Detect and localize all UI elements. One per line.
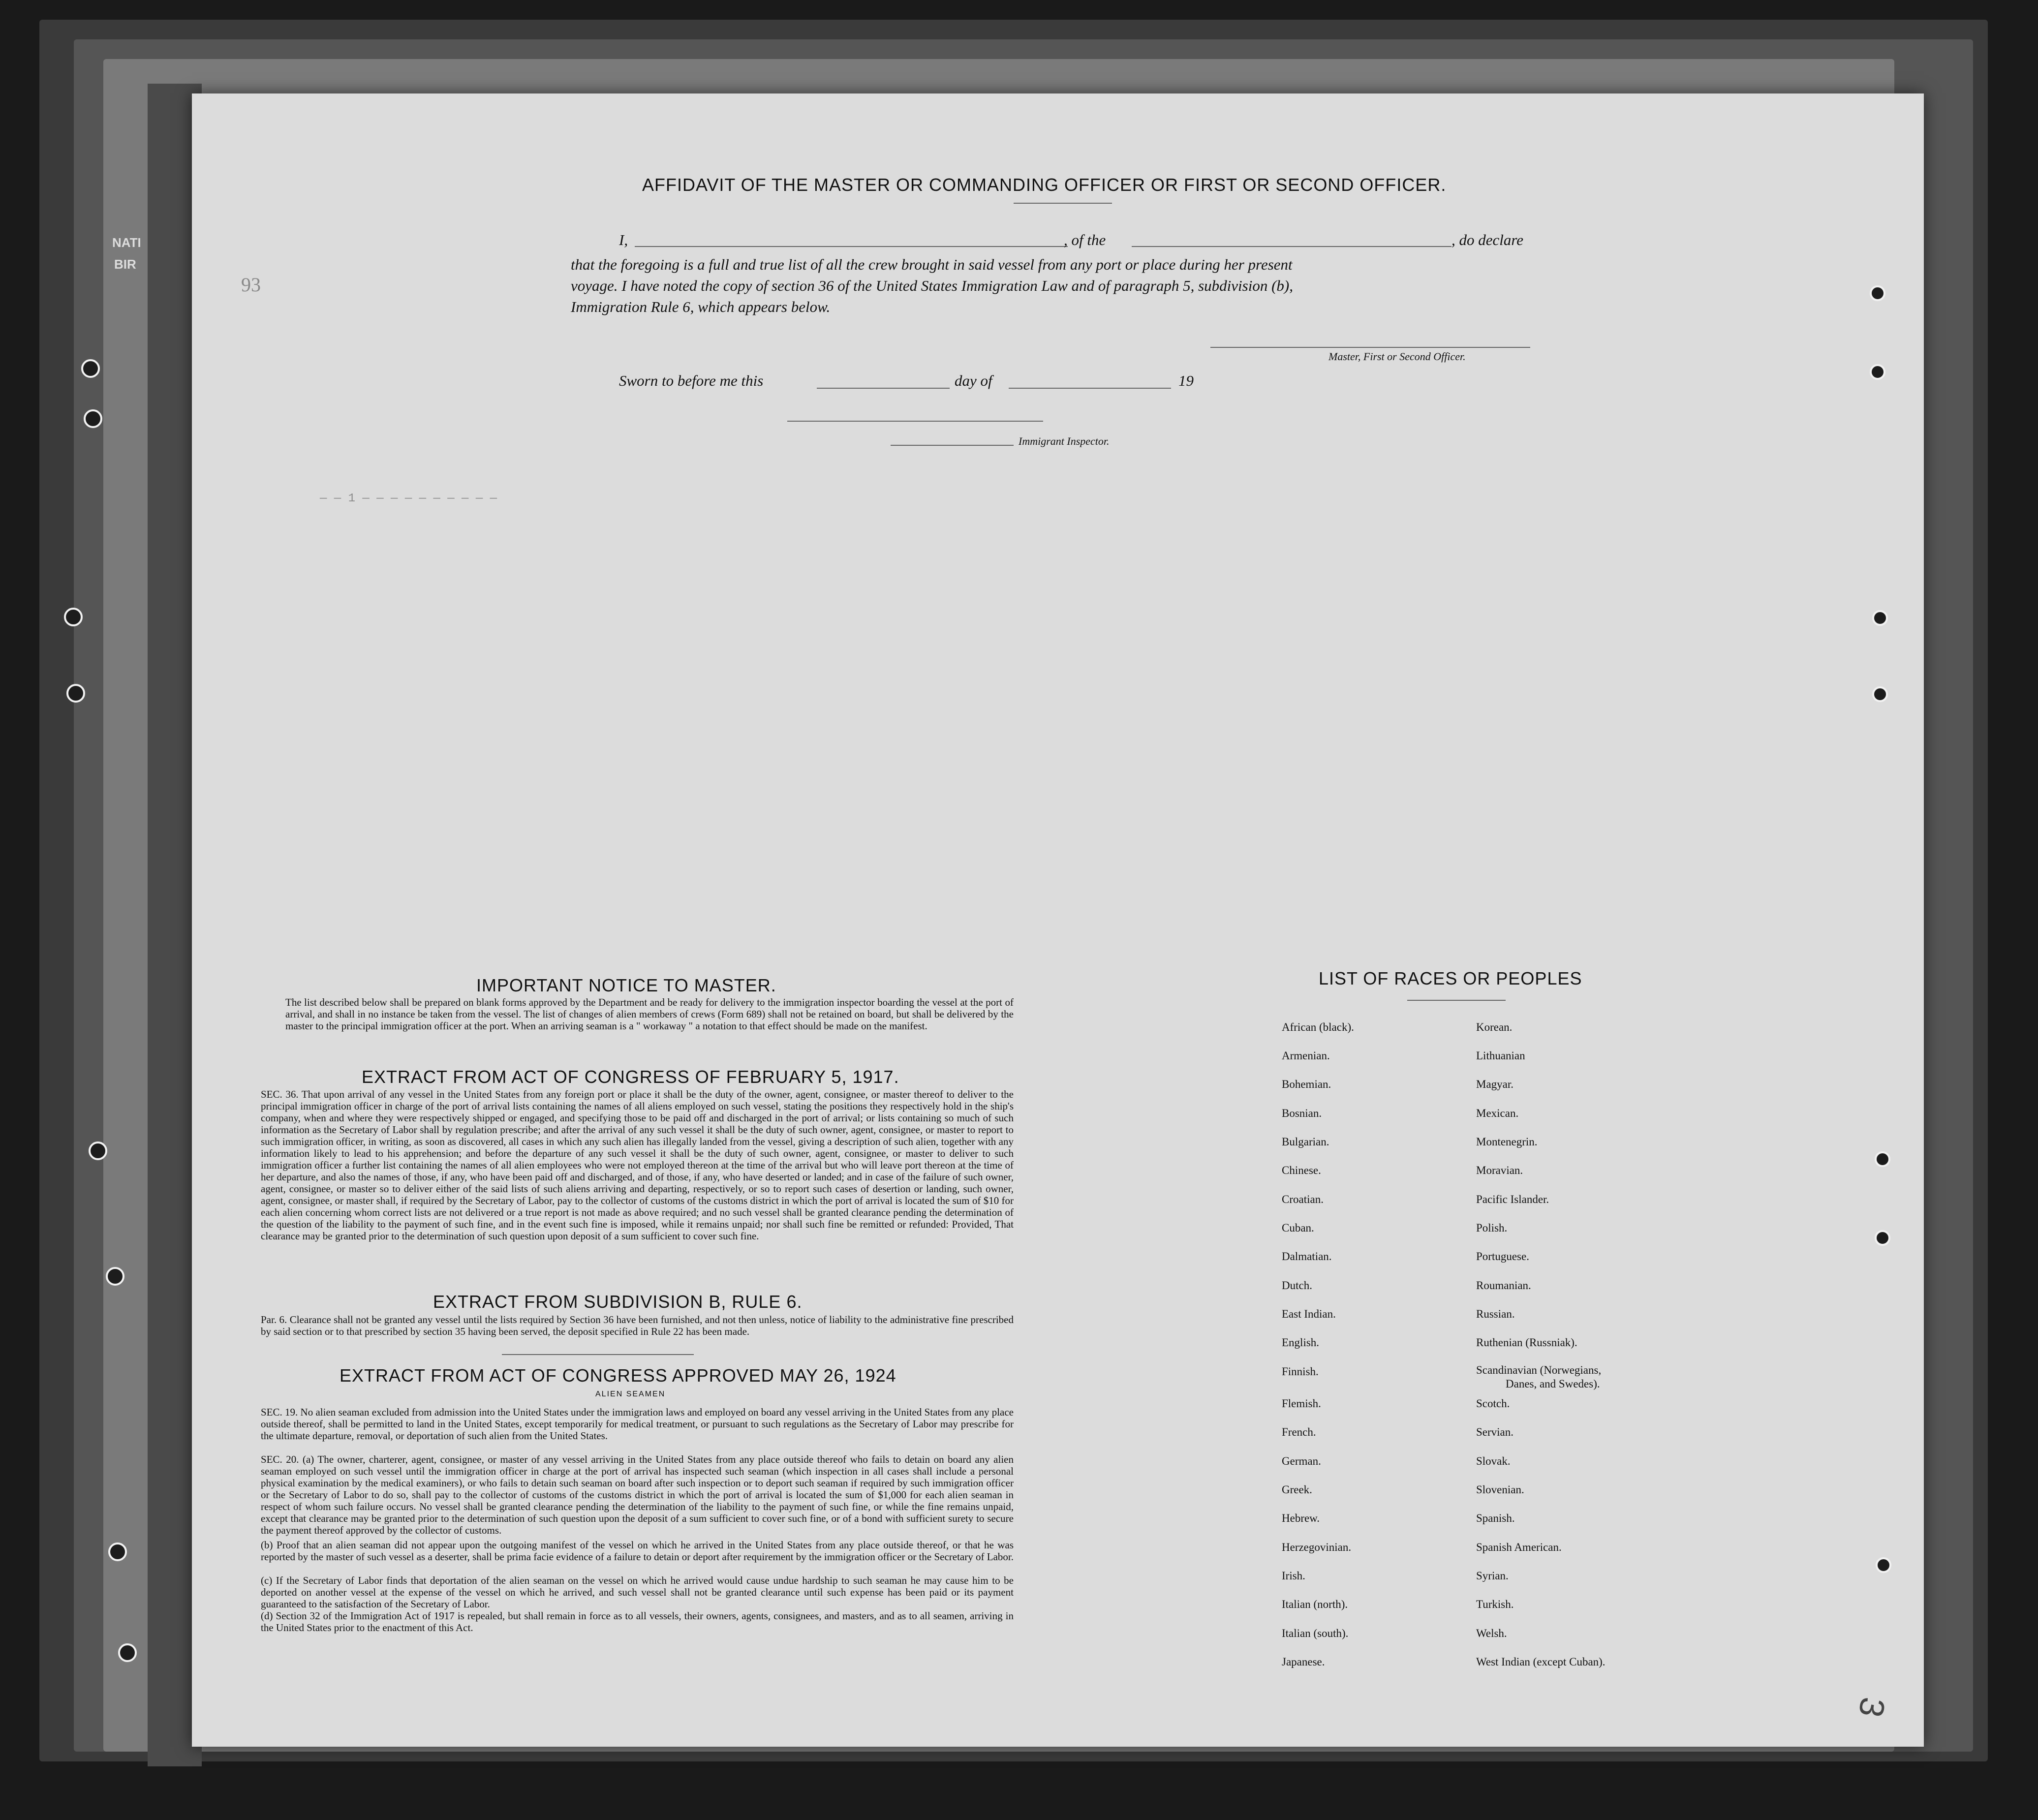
binder-hole [108, 1542, 127, 1561]
race-item: Polish. [1476, 1222, 1508, 1234]
master-caption: Master, First or Second Officer. [1328, 350, 1466, 363]
binder-hole [1872, 610, 1888, 626]
title-underline [1014, 203, 1112, 204]
extract-1924-subtitle: ALIEN SEAMEN [595, 1390, 666, 1398]
race-item: Cuban. [1282, 1222, 1314, 1234]
race-item: Dutch. [1282, 1279, 1312, 1292]
notice-body: The list described below shall be prepared on blank forms approved by the Department and be ready for delivery to the immigration inspector boarding the vessel at the port of arrival, and shall in no instance be taken from the vessel. The list of changes of alien members of crews (Form 689) shall not be retained on board, but shall be delivered by the master to the principal immigration officer at the port. When an arriving seaman is a " workaway " a notation to that effect should be made on the manifest. [285, 996, 1014, 1032]
race-item: Syrian. [1476, 1570, 1509, 1582]
affidavit-title: AFFIDAVIT OF THE MASTER OR COMMANDING OFFICER OR FIRST OR SECOND OFFICER. [642, 175, 1447, 195]
binder-hole [1875, 1151, 1890, 1167]
sworn-day-of: day of [955, 372, 992, 389]
declare-line-end: , do declare [1451, 231, 1524, 248]
race-item: Herzegovinian. [1282, 1541, 1352, 1553]
extract-1924-sec20b: (b) Proof that an alien seaman did not appear upon the outgoing manifest of the vessel on which he arrived in the United States from any place outside thereof, or that he was reported by the master of such vessel as a deserter, shall be prima facie evidence of a failure to detain or deport after requirement by the immigration officer or the Secretary of Labor. [261, 1539, 1014, 1563]
race-item: Spanish. [1476, 1512, 1515, 1524]
race-item: Lithuanian [1476, 1049, 1525, 1062]
declare-line-i: I, [619, 231, 628, 248]
race-item: Spanish American. [1476, 1541, 1562, 1553]
binder-hole [1870, 285, 1885, 301]
race-item: Portuguese. [1476, 1250, 1529, 1263]
race-item: Finnish. [1282, 1365, 1319, 1378]
race-item: East Indian. [1282, 1308, 1336, 1320]
binder-hole [106, 1267, 124, 1286]
races-underline [1407, 1000, 1506, 1001]
race-item: Servian. [1476, 1426, 1514, 1438]
sworn-text: Sworn to before me this [619, 372, 764, 389]
binder-hole [89, 1141, 107, 1160]
left-edge-text-a: NATI [112, 235, 141, 250]
race-item: German. [1282, 1455, 1321, 1467]
race-item: Bohemian. [1282, 1078, 1331, 1090]
corner-number: 93 [241, 274, 261, 296]
binder-hole [1872, 686, 1888, 702]
extract-1917-title: EXTRACT FROM ACT OF CONGRESS OF FEBRUARY 5, 1917. [362, 1067, 899, 1087]
race-item: Hebrew. [1282, 1512, 1320, 1524]
race-item: Croatian. [1282, 1193, 1324, 1205]
sworn-year: 19 [1178, 372, 1194, 389]
declare-line-4: Immigration Rule 6, which appears below. [571, 298, 831, 315]
race-item: Pacific Islander. [1476, 1193, 1549, 1205]
extract-1924-sec20c: (c) If the Secretary of Labor finds that deportation of the alien seaman on the vessel on which he arrived would cause undue hardship to such seaman he may cause him to be deported on another vessel at the expense of the vessel on which he arrived, and such vessel shall not be granted clearance until such expense has been paid or its payment guaranteed to the satisfaction of the Secretary of Labor. [261, 1574, 1014, 1610]
races-title: LIST OF RACES OR PEOPLES [1319, 968, 1582, 988]
race-item: Irish. [1282, 1570, 1305, 1582]
extract-rule6-title: EXTRACT FROM SUBDIVISION B, RULE 6. [433, 1292, 803, 1312]
race-item: Mexican. [1476, 1107, 1519, 1119]
race-item: English. [1282, 1336, 1320, 1349]
race-item: Dalmatian. [1282, 1250, 1332, 1263]
master-signature-line [1210, 347, 1530, 348]
declare-line-of-the: , of the [1064, 231, 1106, 248]
extract-1917-body: SEC. 36. That upon arrival of any vessel in the United States from any foreign port or place it shall be the duty of the owner, agent, consignee, or master thereof to deliver to the principal immigration officer in charge of the port of arrival lists containing the names of all aliens employed on such vessel, stating the positions they respectively hold in the ship's company, when and where they were respectively shipped or engaged, and specifying those to be paid off and discharged in the port of arrival; or lists containing so much of such information as the Secretary of Labor shall by regulation prescribe; and after the arrival of any such vessel it shall be the duty of such owner, agent, consignee, or master to report to such immigration officer, in writing, as soon as discovered, all cases in which any such alien has illegally landed from the vessel, giving a description of such alien, together with any information likely to lead to his apprehension; and before the departure of any such vessel it shall be the duty of such owner, agent, consignee, or master to deliver to such immigration officer a further list containing the names of all alien employees who were not employed thereon at the time of the arrival but who will leave port thereon at the time of her departure, and also the names of those, if any, who have been paid off and discharged, and of those, if any, who have deserted or landed; and in case of the failure of such owner, agent, consignee, or master so to deliver either of the said lists of such aliens arriving and departing, respectively, or so to report such cases of desertion or landing, such owner, agent, consignee, or master shall, if required by the Secretary of Labor, pay to the collector of customs of the customs district in which the port of arrival is located the sum of $10 for each alien concerning whom correct lists are not delivered or a true report is not made as above required; and no such vessel shall be granted clearance pending the determination of the question of the liability to the payment of such fine, and in the event such fine is imposed, while it remains unpaid; nor shall such fine be remitted or refunded: Provided, That clearance may be granted prior to the determination of such question upon deposit of a sum sufficient to cover such fine. [261, 1088, 1014, 1242]
rule6-divider [502, 1354, 694, 1355]
extract-1924-sec20a: SEC. 20. (a) The owner, charterer, agent, consignee, or master of any vessel arriving in the United States from any place outside thereof who fails to detain on board any alien seaman employed on such vessel until the immigration officer in charge at the port of arrival has inspected such seaman (which inspection in all cases shall include a personal physical examination by the medical examiners), or who fails to detain such seaman on board after such inspection or to deport such seaman if required by such immigration officer or the Secretary of Labor to do so, shall pay to the collector of customs of the customs district in which the port of arrival is located the sum of $1,000 for each alien seaman in respect of whom such failure occurs. No vessel shall be granted clearance pending the determination of the liability to the payment of such fine, or while the fine remains unpaid, except that clearance may be granted prior to the determination of such question upon the deposit of a sum sufficient to cover such fine, or of a bond with sufficient surety to secure the payment thereof approved by the collector of customs. [261, 1453, 1014, 1536]
race-item: French. [1282, 1426, 1316, 1438]
race-item: Bosnian. [1282, 1107, 1322, 1119]
notice-title: IMPORTANT NOTICE TO MASTER. [476, 975, 776, 995]
left-edge-text-b: BIR [114, 257, 136, 272]
sworn-month-blank [1009, 388, 1171, 389]
bleed-through-mark: — — 1 — — — — — — — — — — [320, 492, 497, 505]
extract-1924-title: EXTRACT FROM ACT OF CONGRESS APPROVED MAY 26, 1924 [340, 1365, 896, 1386]
race-item: Welsh. [1476, 1627, 1507, 1639]
race-item: Turkish. [1476, 1598, 1514, 1610]
binder-hole [1870, 364, 1885, 380]
race-item-continued: Danes, and Swedes). [1506, 1378, 1600, 1390]
binder-hole [1875, 1230, 1890, 1246]
race-item: Japanese. [1282, 1656, 1325, 1668]
race-item: Scotch. [1476, 1397, 1510, 1410]
race-item: West Indian (except Cuban). [1476, 1656, 1606, 1668]
binder-hole [84, 409, 102, 428]
race-item: Montenegrin. [1476, 1136, 1538, 1148]
race-item: Italian (south). [1282, 1627, 1349, 1639]
binder-hole [66, 684, 85, 703]
race-item: Bulgarian. [1282, 1136, 1329, 1148]
extract-1924-sec20d: (d) Section 32 of the Immigration Act of 1917 is repealed, but shall remain in force as to all vessels, their owners, agents, consignees, and masters, and as to all seamen, arriving in the United States prior to the enactment of this Act. [261, 1610, 1014, 1634]
race-item: Korean. [1476, 1021, 1513, 1033]
binder-hole [81, 359, 100, 378]
name-blank [635, 246, 1068, 247]
sworn-day-blank [817, 388, 950, 389]
vessel-blank [1132, 246, 1451, 247]
inspector-signature-line [787, 421, 1043, 422]
declare-line-3: voyage. I have noted the copy of section 36 of the United States Immigration Law and of paragraph 5, subdivision (b), [571, 277, 1293, 294]
declare-line-2: that the foregoing is a full and true list of all the crew brought in said vessel from any port or place during her present [571, 256, 1293, 273]
race-item: Scandinavian (Norwegians, [1476, 1364, 1602, 1376]
extract-rule6-body: Par. 6. Clearance shall not be granted any vessel until the lists required by Section 36 have been furnished, and not then unless, notice of liability to the administrative fine prescribed by said section or to that prescribed by section 35 having been served, the deposit specified in Rule 22 has been made. [261, 1314, 1014, 1337]
binder-hole [1876, 1557, 1891, 1573]
inspector-caption: Immigrant Inspector. [1019, 435, 1110, 447]
race-item: African (black). [1282, 1021, 1354, 1033]
page-number: 3 [1851, 1695, 1893, 1720]
binder-hole [118, 1643, 137, 1662]
extract-1924-sec19: SEC. 19. No alien seaman excluded from admission into the United States under the immigration laws and employed on board any vessel arriving in the United States from any place outside thereof, shall be permitted to land in the United States, except temporarily for medical treatment, or pursuant to such regulations as the Secretary of Labor may prescribe for the ultimate departure, removal, or deportation of such alien from the United States. [261, 1406, 1014, 1442]
race-item: Slovak. [1476, 1455, 1511, 1467]
race-item: Armenian. [1282, 1049, 1330, 1062]
race-item: Magyar. [1476, 1078, 1514, 1090]
race-item: Russian. [1476, 1308, 1515, 1320]
race-item: Ruthenian (Russniak). [1476, 1336, 1577, 1349]
inspector-signature-line-2 [891, 445, 1014, 446]
race-item: Moravian. [1476, 1164, 1523, 1176]
race-item: Italian (north). [1282, 1598, 1348, 1610]
race-item: Slovenian. [1476, 1483, 1524, 1496]
binder-hole [64, 608, 83, 626]
race-item: Flemish. [1282, 1397, 1321, 1410]
race-item: Roumanian. [1476, 1279, 1531, 1292]
race-item: Greek. [1282, 1483, 1312, 1496]
race-item: Chinese. [1282, 1164, 1321, 1176]
